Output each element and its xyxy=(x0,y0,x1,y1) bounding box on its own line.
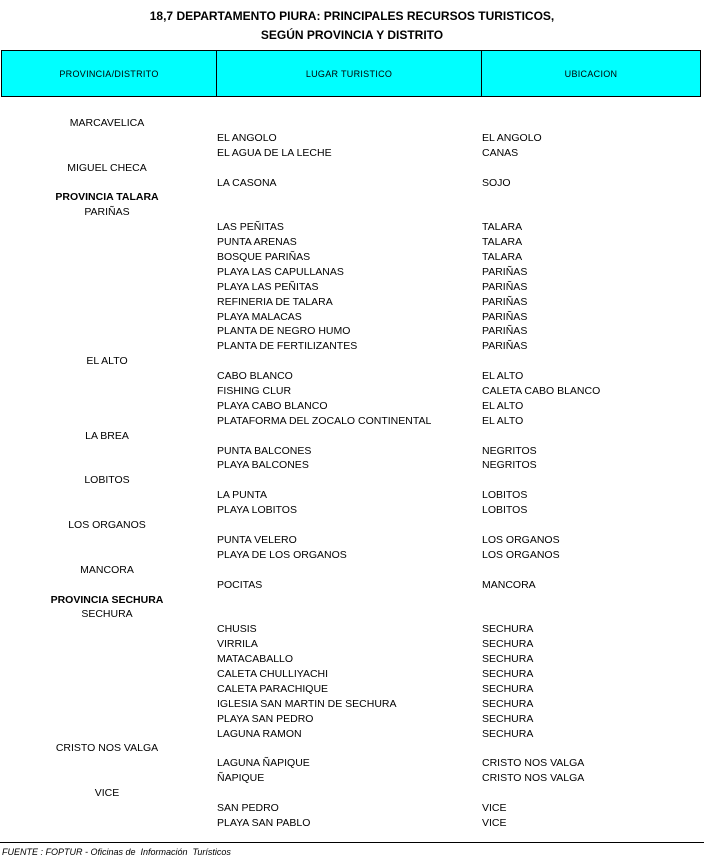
table-row xyxy=(0,429,704,444)
location-cell: PARIÑAS xyxy=(482,310,528,323)
location-cell: VICE xyxy=(482,801,507,814)
table-row xyxy=(0,339,704,354)
location-cell: LOBITOS xyxy=(482,489,528,502)
location-cell: PARIÑAS xyxy=(482,325,528,338)
table-row xyxy=(0,146,704,161)
header-ubicacion: UBICACION xyxy=(564,68,618,79)
place-cell: PLAYA CABO BLANCO xyxy=(217,399,328,412)
source-note: FUENTE : FOPTUR - Oficinas de Información Turísticos xyxy=(2,847,231,857)
location-cell: MANCORA xyxy=(482,578,536,591)
table-row xyxy=(0,131,704,146)
place-cell: PLAYA LAS CAPULLANAS xyxy=(217,265,344,278)
table-row xyxy=(0,116,704,131)
location-cell: EL ALTO xyxy=(482,399,524,412)
place-cell: PLAYA MALACAS xyxy=(217,310,302,323)
place-cell: EL ANGOLO xyxy=(217,131,277,144)
place-cell: BOSQUE PARIÑAS xyxy=(217,251,311,264)
table-row xyxy=(0,548,704,563)
location-cell: VICE xyxy=(482,816,507,829)
table-row xyxy=(0,384,704,399)
location-cell: LOS ORGANOS xyxy=(482,548,560,561)
table-row xyxy=(0,444,704,459)
table-row xyxy=(0,176,704,191)
table-row xyxy=(0,473,704,488)
province-cell: PROVINCIA SECHURA xyxy=(50,593,164,606)
location-cell: SOJO xyxy=(482,176,511,189)
location-cell: PARIÑAS xyxy=(482,295,528,308)
location-cell: EL ANGOLO xyxy=(482,131,542,144)
table-title-line2: SEGÚN PROVINCIA Y DISTRITO xyxy=(260,28,444,42)
location-cell: TALARA xyxy=(482,236,523,249)
table-row xyxy=(0,771,704,786)
place-cell: POCITAS xyxy=(217,578,263,591)
place-cell: VIRRILA xyxy=(217,638,258,651)
district-cell: EL ALTO xyxy=(86,355,128,368)
location-cell: SECHURA xyxy=(482,682,534,695)
table-row xyxy=(0,399,704,414)
table-row xyxy=(0,563,704,578)
district-cell: MARCAVELICA xyxy=(69,117,145,129)
table-row xyxy=(0,235,704,250)
location-cell: PARIÑAS xyxy=(482,280,528,293)
table-row xyxy=(0,354,704,369)
table-row xyxy=(0,310,704,325)
location-cell: PARIÑAS xyxy=(482,265,528,278)
location-cell: SECHURA xyxy=(482,653,534,666)
place-cell: LA CASONA xyxy=(217,176,277,189)
table-row xyxy=(0,786,704,801)
table-row xyxy=(0,727,704,742)
table-row xyxy=(0,816,704,831)
place-cell: PUNTA VELERO xyxy=(217,533,297,546)
location-cell: TALARA xyxy=(482,251,523,264)
table-row xyxy=(0,503,704,518)
table-row xyxy=(0,578,704,593)
location-cell: LOS ORGANOS xyxy=(482,533,560,546)
location-cell: NEGRITOS xyxy=(482,459,537,472)
place-cell: PLAYA DE LOS ORGANOS xyxy=(217,548,347,561)
location-cell: SECHURA xyxy=(482,623,534,636)
place-cell: PLAYA SAN PABLO xyxy=(217,816,311,829)
location-cell: SECHURA xyxy=(482,638,534,651)
table-row xyxy=(0,265,704,280)
district-cell: LOS ORGANOS xyxy=(68,519,146,532)
table-row xyxy=(0,220,704,235)
place-cell: EL AGUA DE LA LECHE xyxy=(217,146,332,159)
place-cell: PLATAFORMA DEL ZOCALO CONTINENTAL xyxy=(217,414,432,427)
place-cell: PUNTA BALCONES xyxy=(217,444,312,457)
location-cell: SECHURA xyxy=(482,667,534,680)
location-cell: EL ALTO xyxy=(482,414,524,427)
table-row xyxy=(0,533,704,548)
footer-rule xyxy=(0,842,704,843)
place-cell: CHUSIS xyxy=(217,623,257,636)
district-cell: MANCORA xyxy=(80,563,134,576)
location-cell: SECHURA xyxy=(482,697,534,710)
table-body xyxy=(0,116,704,831)
location-cell: NEGRITOS xyxy=(482,444,537,457)
district-cell: LA BREA xyxy=(85,429,129,442)
table-row xyxy=(0,652,704,667)
place-cell: CALETA CHULLIYACHI xyxy=(217,667,329,680)
district-cell: SECHURA xyxy=(81,608,133,621)
district-cell: LOBITOS xyxy=(84,474,130,487)
location-cell: CRISTO NOS VALGA xyxy=(482,757,585,770)
table-row xyxy=(0,295,704,310)
table-row xyxy=(0,637,704,652)
location-cell: PARIÑAS xyxy=(482,340,528,353)
table-row xyxy=(0,667,704,682)
place-cell: IGLESIA SAN MARTIN DE SECHURA xyxy=(217,697,397,710)
place-cell: LAGUNA ÑAPIQUE xyxy=(217,757,310,770)
location-cell: EL ALTO xyxy=(482,370,524,383)
table-row xyxy=(0,607,704,622)
table-row xyxy=(0,324,704,339)
place-cell: PLANTA DE FERTILIZANTES xyxy=(217,340,358,353)
table-row xyxy=(0,458,704,473)
table-row xyxy=(0,488,704,503)
location-cell: SECHURA xyxy=(482,727,534,740)
table-row xyxy=(0,622,704,637)
table-row xyxy=(0,741,704,756)
table-row xyxy=(0,190,704,205)
place-cell: CABO BLANCO xyxy=(217,370,293,383)
table-row xyxy=(0,161,704,176)
table-row xyxy=(0,518,704,533)
location-cell: TALARA xyxy=(482,221,523,234)
place-cell: ÑAPIQUE xyxy=(217,772,265,785)
header-provincia-distrito: PROVINCIA/DISTRITO xyxy=(59,68,159,79)
place-cell: LAGUNA RAMON xyxy=(217,727,302,740)
table-row xyxy=(0,801,704,816)
province-cell: PROVINCIA TALARA xyxy=(55,191,159,204)
table-row xyxy=(0,682,704,697)
place-cell: PLAYA SAN PEDRO xyxy=(217,712,314,725)
table-row xyxy=(0,756,704,771)
place-cell: FISHING CLUR xyxy=(217,385,292,398)
district-cell: MIGUEL CHECA xyxy=(67,161,147,174)
location-cell: CALETA CABO BLANCO xyxy=(482,385,601,398)
place-cell: PLAYA LOBITOS xyxy=(217,504,297,517)
district-cell: CRISTO NOS VALGA xyxy=(55,742,159,755)
place-cell: PLANTA DE NEGRO HUMO xyxy=(217,325,351,338)
place-cell: PLAYA LAS PEÑITAS xyxy=(217,280,319,293)
place-cell: PUNTA ARENAS xyxy=(217,236,297,249)
place-cell: LAS PEÑITAS xyxy=(217,221,284,234)
place-cell: LA PUNTA xyxy=(217,489,267,502)
table-header xyxy=(1,50,701,97)
district-cell: VICE xyxy=(94,787,120,800)
location-cell: LOBITOS xyxy=(482,504,528,517)
table-row xyxy=(0,414,704,429)
header-lugar-turistico: LUGAR TURISTICO xyxy=(305,68,393,79)
table-row xyxy=(0,369,704,384)
location-cell: CRISTO NOS VALGA xyxy=(482,772,585,785)
location-cell: SECHURA xyxy=(482,712,534,725)
district-cell: PARIÑAS xyxy=(84,206,130,219)
table-row xyxy=(0,280,704,295)
table-row xyxy=(0,205,704,220)
table-title-line1: 18,7 DEPARTAMENTO PIURA: PRINCIPALES RECURSOS TURISTICOS, xyxy=(149,9,555,23)
table-row xyxy=(0,250,704,265)
place-cell: PLAYA BALCONES xyxy=(217,459,309,472)
table-row xyxy=(0,697,704,712)
place-cell: SAN PEDRO xyxy=(217,801,279,814)
table-row xyxy=(0,593,704,608)
table-row xyxy=(0,712,704,727)
place-cell: REFINERIA DE TALARA xyxy=(217,295,333,308)
place-cell: CALETA PARACHIQUE xyxy=(217,682,329,695)
location-cell: CANAS xyxy=(482,146,519,159)
place-cell: MATACABALLO xyxy=(217,653,294,666)
